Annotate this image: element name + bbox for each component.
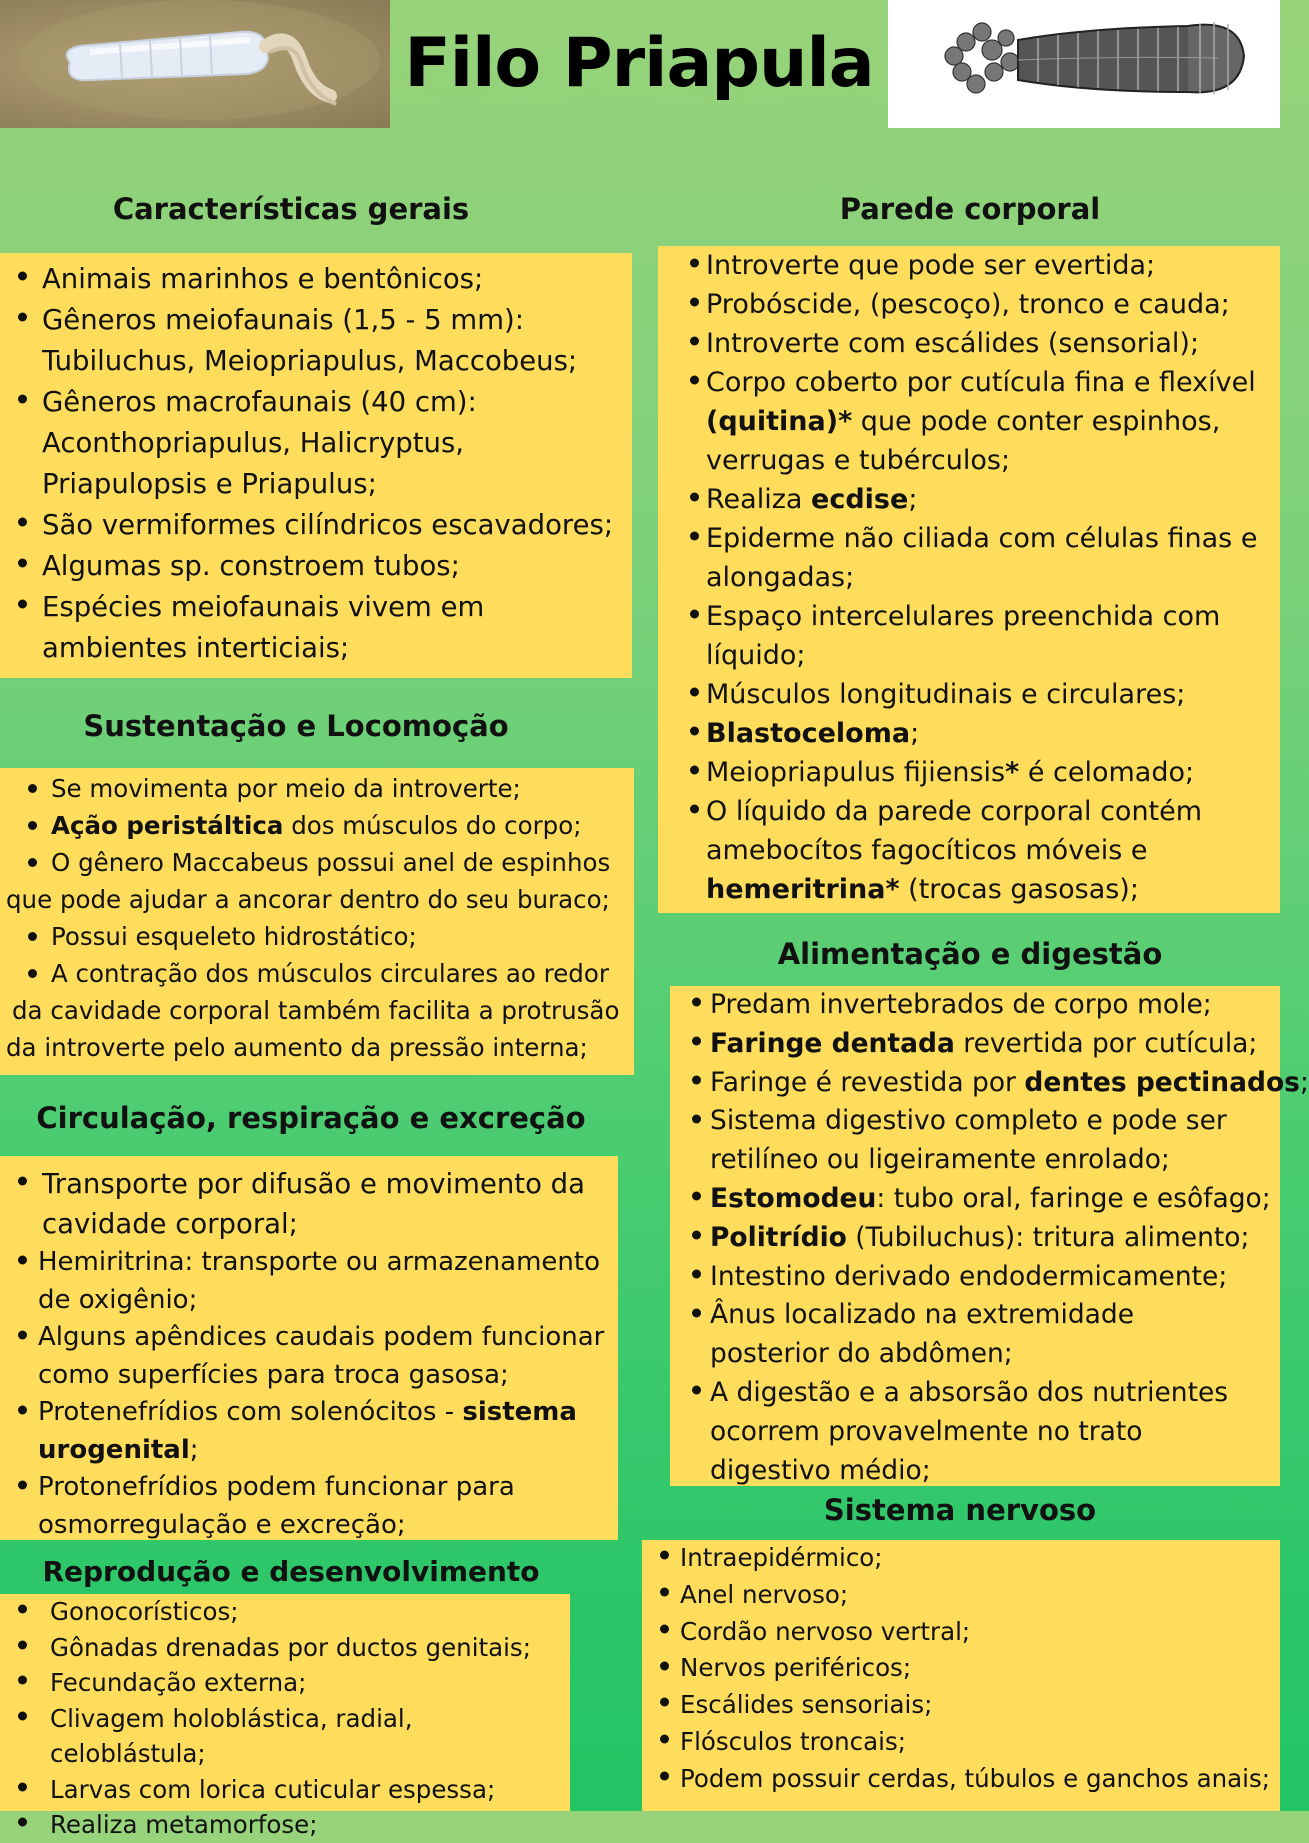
page-title: Filo Priapula [404, 24, 874, 103]
list-item [0, 1665, 570, 1701]
list-item [0, 1772, 570, 1808]
list-item [672, 285, 1270, 324]
list-item [672, 675, 1270, 714]
list-item-text: Transporte por difusão e movimento da cavidade corporal; [42, 1168, 585, 1240]
list-item-text: Sistema digestivo completo e pode ser retilíneo ou ligeiramente enrolado; [710, 1105, 1227, 1176]
list-item-text: ; [910, 718, 920, 749]
box-circulacao [0, 1156, 618, 1540]
list-item [672, 519, 1270, 597]
bullet-icon [28, 932, 37, 941]
list-item [6, 955, 634, 992]
list-item-text: ; [1299, 1066, 1309, 1098]
heading-alimentacao: Alimentação e digestão [777, 937, 1163, 971]
list-item-text: Epiderme não ciliada com células finas e alongadas; [706, 523, 1258, 593]
list-item-text: Gônadas drenadas por ductos genitais; [50, 1632, 531, 1662]
list-item [674, 986, 1280, 1025]
list-item [674, 1180, 1280, 1219]
list-item-bold: * [1005, 757, 1020, 788]
priapulid-drawing-illustration [888, 0, 1280, 128]
list-item [674, 1296, 1280, 1374]
list-parede [672, 246, 1270, 909]
list-item-text: (trocas gasosas); [899, 874, 1139, 905]
list-item-text: Meiopriapulus fijiensis [706, 757, 1006, 788]
list-item-bold: Blastoceloma [706, 718, 911, 749]
list-item-text: Anel nervoso; [680, 1579, 849, 1609]
list-item [0, 1807, 570, 1843]
list-item-text: Protenefrídios com solenócitos - [38, 1397, 463, 1427]
box-parede [658, 246, 1280, 913]
list-item-text: O gênero Maccabeus possui anel de espinhos [51, 848, 611, 877]
list-item-text: revertida por cutícula; [954, 1027, 1258, 1059]
list-item [0, 1164, 618, 1244]
list-item-continuation [6, 881, 634, 918]
list-item-text: é celomado; [1019, 757, 1195, 788]
list-item-text: Larvas com lorica cuticular espessa; [50, 1774, 496, 1804]
list-item-text: Faringe é revestida por [710, 1066, 1025, 1098]
list-item [674, 1064, 1309, 1103]
list-item [6, 918, 634, 955]
heading-nervoso: Sistema nervoso [823, 1493, 1097, 1527]
list-item [6, 770, 634, 807]
list-item-bold: Politrídio [710, 1221, 847, 1253]
list-item-text: Gonocorísticos; [50, 1597, 239, 1626]
list-item-text: A contração dos músculos circulares ao redor [51, 959, 609, 988]
list-item-text: Espaço intercelulares preenchida com líquido; [706, 601, 1221, 671]
list-item-text: Escálides sensoriais; [680, 1690, 933, 1720]
list-item-continuation [6, 992, 634, 1029]
list-nervoso [642, 1540, 1280, 1798]
list-item [642, 1614, 1280, 1651]
priapulid-drawing [888, 0, 1280, 128]
list-item [642, 1540, 1280, 1577]
list-item [672, 363, 1270, 480]
list-item [6, 807, 634, 844]
list-item-continuation [6, 1029, 634, 1066]
list-item [0, 1319, 618, 1394]
priapulid-photo-illustration [0, 0, 390, 128]
list-item-bold: Estomodeu [710, 1182, 877, 1214]
list-item [0, 1394, 618, 1469]
list-item [672, 714, 1270, 753]
list-item [674, 1102, 1280, 1180]
box-alimentacao [670, 986, 1309, 1486]
list-item [0, 1701, 570, 1772]
list-reproducao [0, 1594, 570, 1843]
list-item-text: Músculos longitudinais e circulares; [706, 679, 1186, 710]
list-item-text: Espécies meiofaunais vivem em ambientes interticiais; [42, 591, 485, 664]
list-circulacao [0, 1164, 618, 1544]
list-item-text: Nervos periféricos; [680, 1653, 912, 1683]
list-item-text: ; [908, 484, 918, 515]
list-item [0, 1469, 618, 1544]
list-item-text: Corpo coberto por cutícula fina e flexível [706, 367, 1256, 398]
list-item-bold: sistema urogenital [38, 1397, 577, 1465]
list-item-text: Gêneros macrofaunais (40 cm): Aconthopriapulus, Halicryptus, Priapulopsis e Priapulus; [42, 386, 477, 500]
list-item-text: Intraepidérmico; [680, 1543, 883, 1572]
list-item [674, 1258, 1280, 1297]
heading-caracteristicas: Características gerais [112, 192, 470, 226]
box-reproducao [0, 1594, 570, 1839]
list-item-bold: (quitina)* [706, 406, 853, 437]
list-item-text: Cordão nervoso vertral; [680, 1616, 971, 1646]
list-item-text: O líquido da parede corporal contém amebocítos fagocíticos móveis e [706, 796, 1203, 866]
list-item-text: que pode conter espinhos, verrugas e tubérculos; [706, 406, 1221, 476]
priapulid-photo [0, 0, 390, 128]
heading-circulacao: Circulação, respiração e excreção [36, 1101, 586, 1135]
list-item-text: Algumas sp. constroem tubos; [42, 550, 460, 582]
list-item [0, 382, 632, 505]
list-item-text: Realiza [706, 484, 812, 515]
list-item-bold: hemeritrina* [706, 874, 900, 905]
list-item [642, 1577, 1280, 1614]
list-item-text: ; [189, 1434, 199, 1465]
list-item [0, 300, 632, 382]
list-item-text: Podem possuir cerdas, túbulos e ganchos anais; [680, 1763, 1270, 1793]
box-caracteristicas [0, 253, 632, 678]
list-item [642, 1650, 1280, 1687]
heading-sustentacao: Sustentação e Locomoção [83, 709, 509, 743]
list-item [672, 792, 1270, 909]
list-item-text: Fecundação externa; [50, 1668, 307, 1697]
list-item-bold: Ação peristáltica [51, 811, 284, 840]
list-item [674, 1374, 1280, 1490]
list-item-bold: ecdise [811, 484, 909, 515]
list-item-text: Hemiritrina: transporte ou armazenamento de oxigênio; [38, 1247, 600, 1315]
list-item [642, 1687, 1280, 1724]
list-item [0, 1594, 570, 1630]
list-item-text: dos músculos do corpo; [283, 811, 582, 840]
list-item [674, 1219, 1280, 1258]
list-item [642, 1761, 1280, 1798]
list-item [0, 259, 632, 300]
list-item-text: (Tubiluchus): tritura alimento; [846, 1221, 1250, 1253]
list-item [6, 844, 634, 881]
bullet-icon [28, 969, 37, 978]
list-item-text: Alguns apêndices caudais podem funcionar como superfícies para troca gasosa; [38, 1322, 605, 1390]
list-item-text: Probóscide, (pescoço), tronco e cauda; [706, 289, 1230, 320]
list-item-text: Intestino derivado endodermicamente; [710, 1260, 1228, 1292]
bullet-icon [28, 784, 37, 793]
list-item-text: Flósculos troncais; [680, 1726, 906, 1756]
list-item-text: Ânus localizado na extremidade posterior do abdômen; [710, 1299, 1135, 1370]
list-item [0, 1630, 570, 1666]
list-item [672, 597, 1270, 675]
list-item [0, 1244, 618, 1319]
list-item-text: Animais marinhos e bentônicos; [42, 263, 484, 295]
list-item [674, 1025, 1280, 1064]
list-item [672, 480, 1270, 519]
list-item [0, 505, 632, 546]
list-item-text: da introverte pelo aumento da pressão interna; [6, 1033, 588, 1062]
list-item-text: A digestão e a absorsão dos nutrientes ocorrem provavelmente no trato digestivo médio; [710, 1376, 1229, 1486]
bullet-icon [28, 821, 37, 830]
list-item-text: Introverte com escálides (sensorial); [706, 328, 1200, 359]
list-caracteristicas [0, 259, 632, 669]
list-item-text: da cavidade corporal também facilita a protrusão [12, 996, 620, 1025]
list-item [0, 587, 632, 669]
list-item [672, 246, 1270, 285]
bullet-icon [28, 858, 37, 867]
list-item-text: Introverte que pode ser evertida; [706, 250, 1156, 281]
heading-reproducao: Reprodução e desenvolvimento [42, 1555, 540, 1588]
list-alimentacao [674, 986, 1309, 1490]
list-item-bold: Faringe dentada [710, 1027, 955, 1059]
box-nervoso [642, 1540, 1280, 1811]
list-item [672, 753, 1270, 792]
list-item-text: Clivagem holoblástica, radial, celoblástula; [50, 1703, 413, 1768]
box-sustentacao [0, 768, 634, 1075]
list-item [0, 546, 632, 587]
list-item-text: Possui esqueleto hidrostático; [51, 922, 417, 951]
list-item-text: Predam invertebrados de corpo mole; [710, 989, 1212, 1020]
list-item-text: Protonefrídios podem funcionar para osmorregulação e excreção; [38, 1472, 515, 1540]
list-item [642, 1724, 1280, 1761]
heading-parede: Parede corporal [839, 192, 1101, 226]
list-item [672, 324, 1270, 363]
list-item-text: que pode ajudar a ancorar dentro do seu buraco; [6, 885, 610, 914]
list-item-text: Realiza metamorfose; [50, 1810, 318, 1839]
list-item-text: : tubo oral, faringe e esôfago; [876, 1182, 1271, 1214]
list-item-bold: dentes pectinados [1024, 1066, 1300, 1098]
list-item-text: Se movimenta por meio da introverte; [51, 774, 521, 803]
list-item-text: São vermiformes cilíndricos escavadores; [42, 509, 614, 541]
list-item-text: Gêneros meiofaunais (1,5 - 5 mm): Tubiluchus, Meiopriapulus, Maccobeus; [42, 304, 578, 377]
